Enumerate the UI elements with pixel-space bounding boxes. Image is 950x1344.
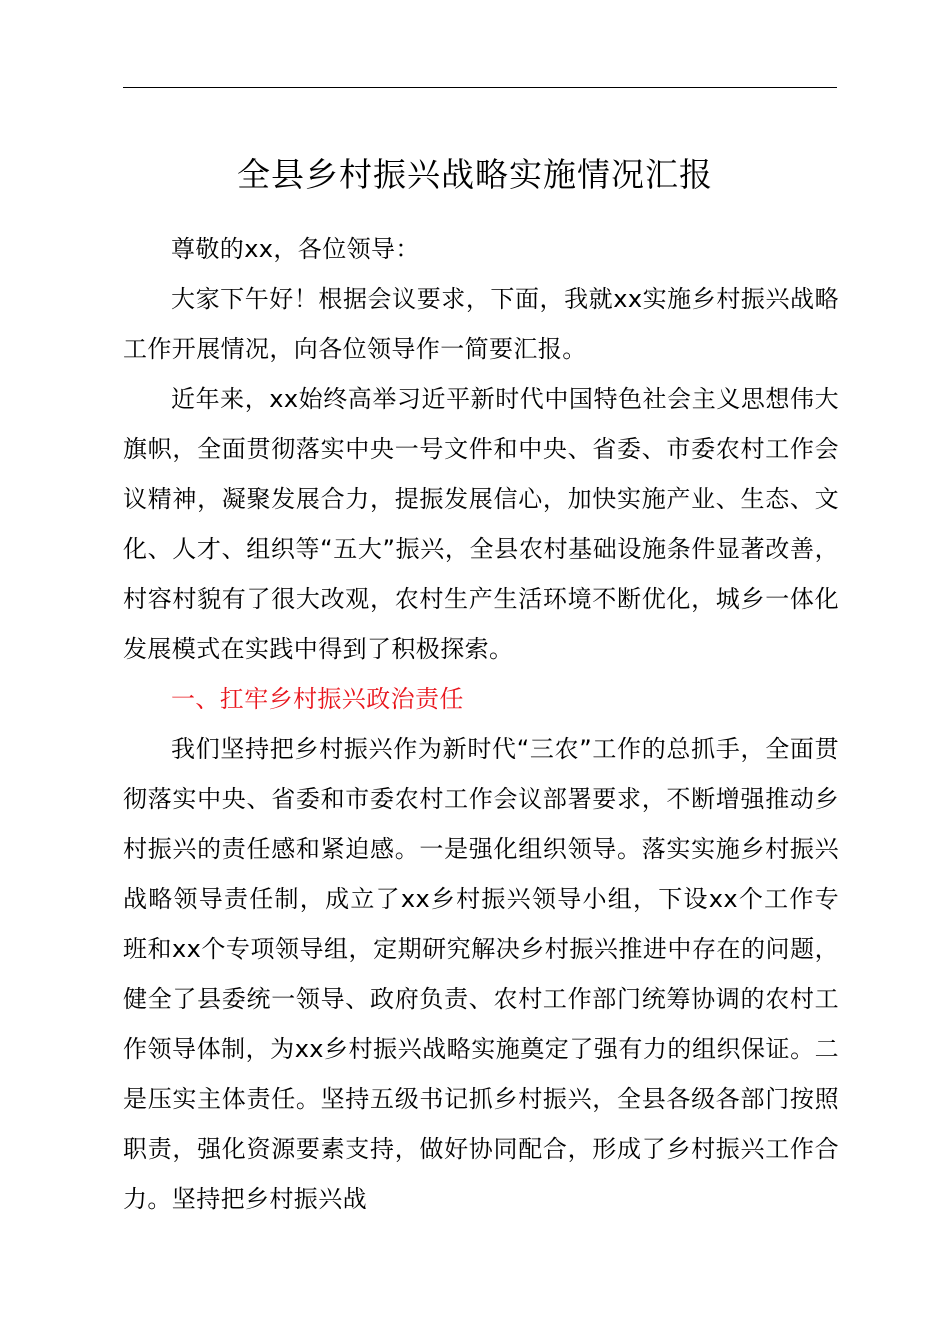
- section-body-paragraph: 我们坚持把乡村振兴作为新时代“三农”工作的总抓手，全面贯彻落实中央、省委和市委农村工作会议部署要求，不断增强推动乡村振兴的责任感和紧迫感。一是强化组织领导。落实实施乡村振兴战略领导责任制，成立了xx乡村振兴领导小组，下设xx个工作专班和xx个专项领导组，定期研究解决乡村振兴推进中存在的问题，健全了县委统一领导、政府负责、农村工作部门统筹协调的农村工作领导体制，为xx乡村振兴战略实施奠定了强有力的组织保证。二是压实主体责任。坚持五级书记抓乡村振兴，全县各级各部门按照职责，强化资源要素支持，做好协同配合，形成了乡村振兴工作合力。坚持把乡村振兴战: [123, 735, 839, 1213]
- section-heading: 一、扛牢乡村振兴政治责任: [171, 685, 464, 713]
- document-body: [123, 224, 839, 1224]
- overview-paragraph: 近年来，xx始终高举习近平新时代中国特色社会主义思想伟大旗帜，全面贯彻落实中央一号文件和中央、省委、市委农村工作会议精神，凝聚发展合力，提振发展信心，加快实施产业、生态、文化、人才、组织等“五大”振兴，全县农村基础设施条件显著改善，村容村貌有了很大改观，农村生产生活环境不断优化，城乡一体化发展模式在实践中得到了积极探索。: [123, 385, 839, 663]
- document-title: 全县乡村振兴战略实施情况汇报: [237, 155, 713, 194]
- header-rule: [123, 87, 837, 88]
- salutation: 尊敬的xx，各位领导：: [171, 235, 420, 263]
- opening-paragraph: 大家下午好！根据会议要求，下面，我就xx实施乡村振兴战略工作开展情况，向各位领导作一简要汇报。: [123, 285, 839, 363]
